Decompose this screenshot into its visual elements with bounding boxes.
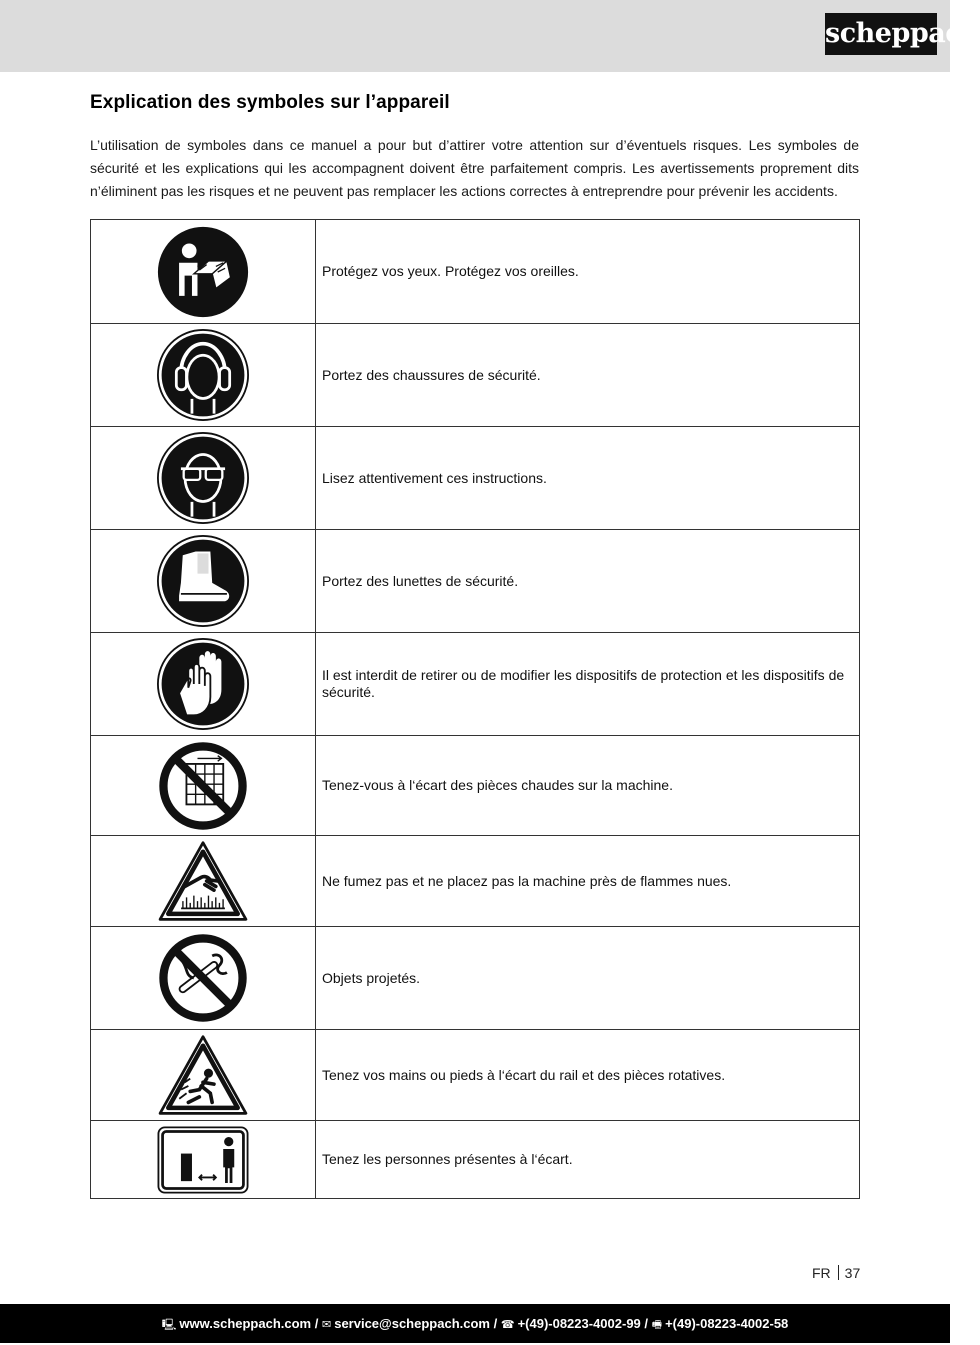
symbol-description: Il est interdit de retirer ou de modifier les dispositifs de protection et les dispositifs de sécurité.	[316, 633, 860, 736]
symbol-cell	[91, 1030, 316, 1121]
symbol-description: Protégez vos yeux. Protégez vos oreilles.	[316, 220, 860, 324]
table-row	[91, 530, 860, 633]
symbol-cell	[91, 220, 316, 324]
symbol-cell	[91, 736, 316, 836]
computer-icon: 🖳	[161, 1319, 177, 1331]
ear-protection-icon	[157, 329, 249, 421]
symbol-cell	[91, 324, 316, 427]
table-row	[91, 736, 860, 836]
symbol-description: Tenez-vous à l‘écart des pièces chaudes sur la machine.	[316, 736, 860, 836]
table-row	[91, 1030, 860, 1121]
table-row	[91, 836, 860, 927]
table-row	[91, 1121, 860, 1199]
symbol-cell	[91, 427, 316, 530]
page-language: FR	[812, 1265, 831, 1281]
header-bar	[0, 0, 950, 72]
fax-icon: 🖷	[651, 1319, 663, 1331]
page-number	[812, 1265, 860, 1281]
safety-boots-icon	[157, 535, 249, 627]
read-manual-icon	[157, 226, 249, 318]
footer-bar	[0, 1304, 950, 1343]
brand-logo: scheppach	[825, 13, 937, 55]
crushing-hazard-warning-icon	[157, 1033, 249, 1117]
protective-gloves-icon	[157, 638, 249, 730]
footer-separator: /	[644, 1316, 649, 1331]
symbol-cell	[91, 1121, 316, 1199]
table-row	[91, 927, 860, 1030]
symbol-description: Ne fumez pas et ne placez pas la machine près de flammes nues.	[316, 836, 860, 927]
symbol-cell	[91, 530, 316, 633]
intro-paragraph: L’utilisation de symboles dans ce manuel a pour but d’attirer votre attention sur d’éventuels risques. Les symboles de sécurité et les explications qui les accompagnent doivent être parfaitement compris. Les avertissements proprement dits n’éliminent pas les risques et ne peuvent pas remplacer les actions correctes à entreprendre pour prévenir les accidents.	[90, 137, 859, 199]
eye-protection-icon	[157, 432, 249, 524]
keep-distance-icon	[157, 1126, 249, 1194]
symbol-description: Objets projetés.	[316, 927, 860, 1030]
footer-website[interactable]: www.scheppach.com	[179, 1316, 312, 1331]
page-title: Explication des symboles sur l’appareil	[90, 92, 450, 113]
mail-icon: ✉	[322, 1319, 332, 1331]
no-smoking-icon	[157, 932, 249, 1024]
symbol-cell	[91, 927, 316, 1030]
footer-separator: /	[493, 1316, 498, 1331]
symbol-description: Portez des lunettes de sécurité.	[316, 530, 860, 633]
symbol-description: Lisez attentivement ces instructions.	[316, 427, 860, 530]
page-number-value: 37	[844, 1265, 861, 1281]
symbol-table	[90, 219, 860, 1199]
table-row	[91, 220, 860, 324]
do-not-touch-guard-icon	[157, 740, 249, 832]
symbol-description: Tenez vos mains ou pieds à l‘écart du rail et des pièces rotatives.	[316, 1030, 860, 1121]
symbol-cell	[91, 633, 316, 736]
footer-fax: +(49)-08223-4002-58	[665, 1316, 789, 1331]
footer-separator: /	[314, 1316, 319, 1331]
phone-icon: ☎	[500, 1319, 515, 1331]
page-separator	[838, 1265, 839, 1280]
symbol-description: Portez des chaussures de sécurité.	[316, 324, 860, 427]
symbol-cell	[91, 836, 316, 927]
footer-phone: +(49)-08223-4002-99	[517, 1316, 641, 1331]
footer-email[interactable]: service@scheppach.com	[334, 1316, 490, 1331]
table-row	[91, 427, 860, 530]
hot-surface-warning-icon	[157, 839, 249, 923]
symbol-description: Tenez les personnes présentes à l‘écart.	[316, 1121, 860, 1199]
table-row	[91, 633, 860, 736]
table-row	[91, 324, 860, 427]
